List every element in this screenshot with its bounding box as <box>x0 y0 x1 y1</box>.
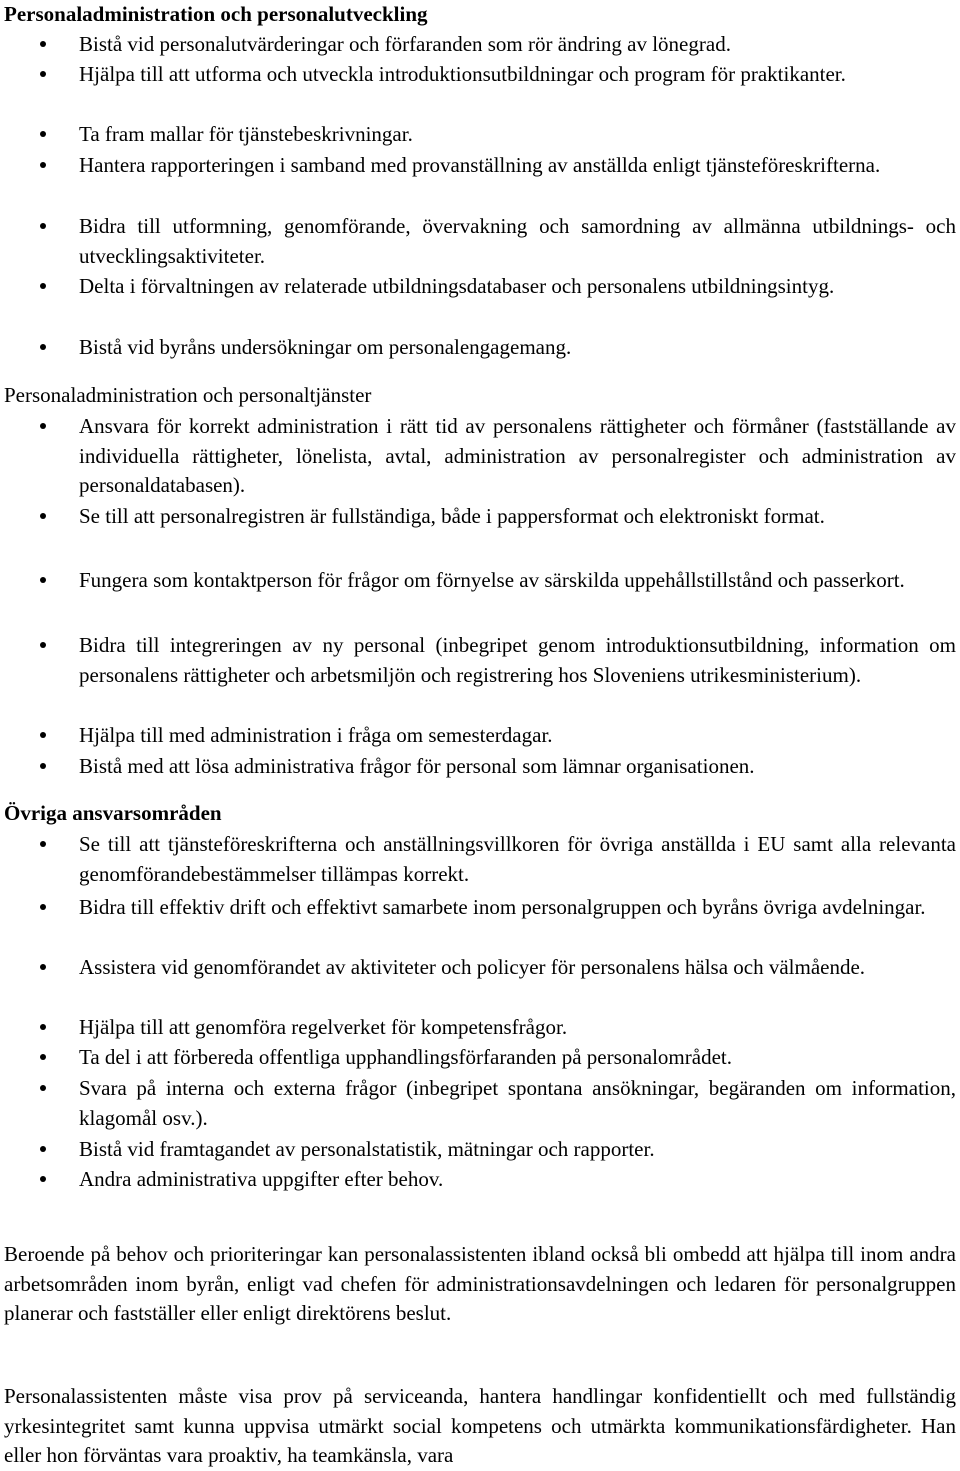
list-item-text: Bidra till utformning, genomförande, övervakning och samordning av allmänna utbildnings- och utvecklingsaktiviteter. <box>79 214 956 268</box>
list-item <box>4 631 956 690</box>
bullet-icon <box>40 131 46 137</box>
list-item <box>4 1043 956 1073</box>
list-item <box>4 752 956 782</box>
bullet-icon <box>40 1085 46 1091</box>
list-item <box>4 830 956 889</box>
list-item-text: Svara på interna och externa frågor (inbegripet spontana ansökningar, begäranden om information, klagomål osv.). <box>79 1076 956 1130</box>
list-item-text: Bidra till integreringen av ny personal (inbegripet genom introduktionsutbildning, information om personalens rättigheter och arbetsmiljön och registrering hos Sloveniens utrikesministerium). <box>79 633 956 687</box>
list-item-text: Se till att personalregistren är fullständiga, både i pappersformat och elektroniskt format. <box>79 504 825 528</box>
list-item <box>4 893 956 923</box>
list-item <box>4 30 956 60</box>
bullet-icon <box>40 577 46 583</box>
list-item <box>4 1013 956 1043</box>
list-item <box>4 333 956 363</box>
list-item <box>4 60 956 90</box>
list-item-text: Ansvara för korrekt administration i rätt tid av personalens rättigheter och förmåner (fastställande av individuella rättigheter, lönelista, avtal, administration av personalregister och administration av personaldatabasen). <box>79 414 956 497</box>
list-item-text: Bistå vid byråns undersökningar om personalengagemang. <box>79 335 572 359</box>
list-item-text: Hantera rapporteringen i samband med provanställning av anställda enligt tjänsteföreskrifterna. <box>79 153 881 177</box>
bullet-icon <box>40 344 46 350</box>
list-item-text: Bistå vid personalutvärderingar och förfaranden som rör ändring av lönegrad. <box>79 32 731 56</box>
bullet-icon <box>40 732 46 738</box>
list-item <box>4 1135 956 1165</box>
bullet-icon <box>40 763 46 769</box>
bullet-icon <box>40 223 46 229</box>
list-item <box>4 120 956 150</box>
list-item <box>4 1165 956 1195</box>
bullet-icon <box>40 1176 46 1182</box>
list-item-text: Bistå med att lösa administrativa frågor för personal som lämnar organisationen. <box>79 754 755 778</box>
list-item-text: Se till att tjänsteföreskrifterna och anställningsvillkoren för övriga anställda i EU samt alla relevanta genomförandebestämmelser tillämpas korrekt. <box>79 832 956 886</box>
body-paragraph: Personalassistenten måste visa prov på serviceanda, hantera handlingar konfidentiellt och med fullständig yrkesintegritet samt kunna uppvisa utmärkt social kompetens och utmärkta kommunikationsfärdigheter. Han eller hon förväntas vara proaktiv, ha teamkänsla, vara <box>4 1384 956 1467</box>
bullet-icon <box>40 1054 46 1060</box>
bullet-icon <box>40 71 46 77</box>
body-paragraph: Beroende på behov och prioriteringar kan personalassistenten ibland också bli ombedd att hjälpa till inom andra arbetsområden inom byrån, enligt vad chefen för administrationsavdelningen och ledaren för personalgruppen planerar och fastställer eller enligt direktörens beslut. <box>4 1242 956 1325</box>
bullet-icon <box>40 283 46 289</box>
list-item <box>4 953 956 983</box>
bullet-icon <box>40 513 46 519</box>
list-item-text: Delta i förvaltningen av relaterade utbildningsdatabaser och personalens utbildningsintyg. <box>79 274 835 298</box>
section-heading: Personaladministration och personalutveckling <box>4 2 428 26</box>
bullet-icon <box>40 642 46 648</box>
bullet-icon <box>40 162 46 168</box>
bullet-icon <box>40 904 46 910</box>
list-item-text: Hjälpa till att utforma och utveckla introduktionsutbildningar och program för praktikanter. <box>79 62 846 86</box>
list-item-text: Bistå vid framtagandet av personalstatistik, mätningar och rapporter. <box>79 1137 655 1161</box>
list-item <box>4 412 956 501</box>
section-heading: Personaladministration och personaltjänster <box>4 383 372 407</box>
list-item-text: Assistera vid genomförandet av aktiviteter och policyer för personalens hälsa och välmående. <box>79 955 866 979</box>
bullet-icon <box>40 423 46 429</box>
list-item-text: Ta fram mallar för tjänstebeskrivningar. <box>79 122 413 146</box>
list-item-text: Hjälpa till med administration i fråga om semesterdagar. <box>79 723 553 747</box>
list-item-text: Hjälpa till att genomföra regelverket för kompetensfrågor. <box>79 1015 568 1039</box>
bullet-icon <box>40 1146 46 1152</box>
bullet-icon <box>40 841 46 847</box>
bullet-icon <box>40 1024 46 1030</box>
list-item <box>4 721 956 751</box>
list-item <box>4 502 956 532</box>
list-item <box>4 272 956 302</box>
list-item-text: Andra administrativa uppgifter efter behov. <box>79 1167 444 1191</box>
section-heading: Övriga ansvarsområden <box>4 801 222 825</box>
list-item-text: Bidra till effektiv drift och effektivt samarbete inom personalgruppen och byråns övriga avdelningar. <box>79 895 926 919</box>
list-item <box>4 566 956 596</box>
list-item <box>4 151 956 181</box>
list-item-text: Ta del i att förbereda offentliga upphandlingsförfaranden på personalområdet. <box>79 1045 732 1069</box>
list-item <box>4 1074 956 1133</box>
list-item <box>4 212 956 271</box>
list-item-text: Fungera som kontaktperson för frågor om förnyelse av särskilda uppehållstillstånd och passerkort. <box>79 568 905 592</box>
bullet-icon <box>40 41 46 47</box>
bullet-icon <box>40 964 46 970</box>
